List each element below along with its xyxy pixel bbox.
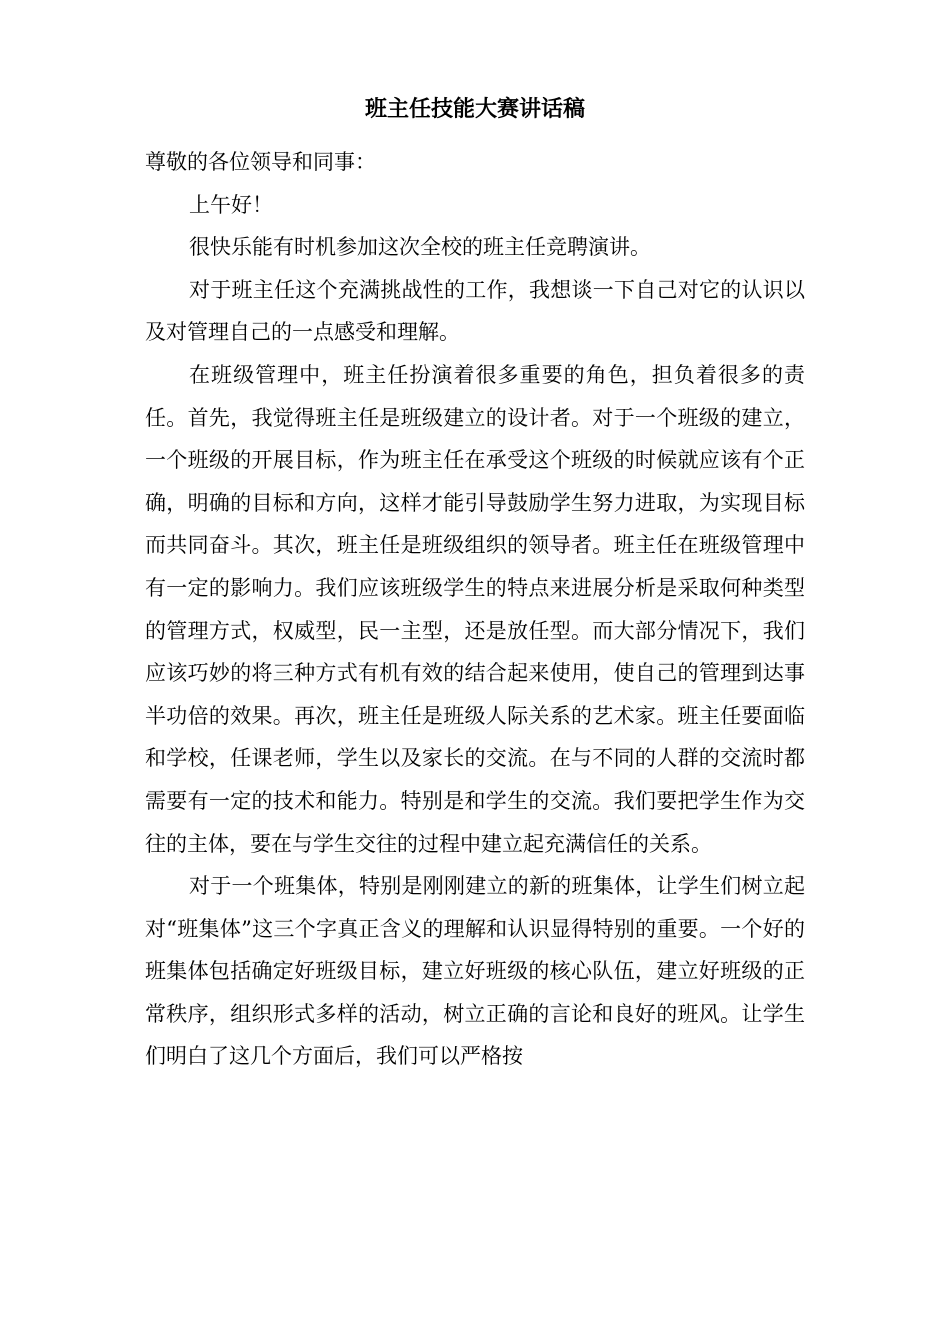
document-title: 班主任技能大赛讲话稿: [364, 97, 585, 122]
paragraph-greeting: 上午好！: [189, 192, 273, 217]
document-body: [145, 141, 805, 1078]
paragraph-topic: 对于班主任这个充满挑战性的工作，我想谈一下自己对它的认识以及对管理自己的一点感受和理解。: [145, 277, 805, 345]
paragraph-intro: 很快乐能有时机参加这次全校的班主任竞聘演讲。: [189, 235, 651, 260]
paragraph-class-collective: 对于一个班集体，特别是刚刚建立的新的班集体，让学生们树立起对“班集体”这三个字真正含义的理解和认识显得特别的重要。一个好的班集体包括确定好班级目标，建立好班级的核心队伍，建立好班级的正常秩序，组织形式多样的活动，树立正确的言论和良好的班风。让学生们明白了这几个方面后，我们可以严格按: [145, 874, 805, 1069]
paragraph-roles: 在班级管理中，班主任扮演着很多重要的角色，担负着很多的责任。首先，我觉得班主任是班级建立的设计者。对于一个班级的建立，一个班级的开展目标，作为班主任在承受这个班级的时候就应该有个正确，明确的目标和方向，这样才能引导鼓励学生努力进取，为实现目标而共同奋斗。其次，班主任是班级组织的领导者。班主任在班级管理中有一定的影响力。我们应该班级学生的特点来进展分析是采取何种类型的管理方式，权威型，民一主型，还是放任型。而大部分情况下，我们应该巧妙的将三种方式有机有效的结合起来使用，使自己的管理到达事半功倍的效果。再次，班主任是班级人际关系的艺术家。班主任要面临和学校，任课老师，学生以及家长的交流。在与不同的人群的交流时都需要有一定的技术和能力。特别是和学生的交流。我们要把学生作为交往的主体，要在与学生交往的过程中建立起充满信任的关系。: [145, 362, 805, 856]
salutation: 尊敬的各位领导和同事：: [145, 150, 376, 174]
